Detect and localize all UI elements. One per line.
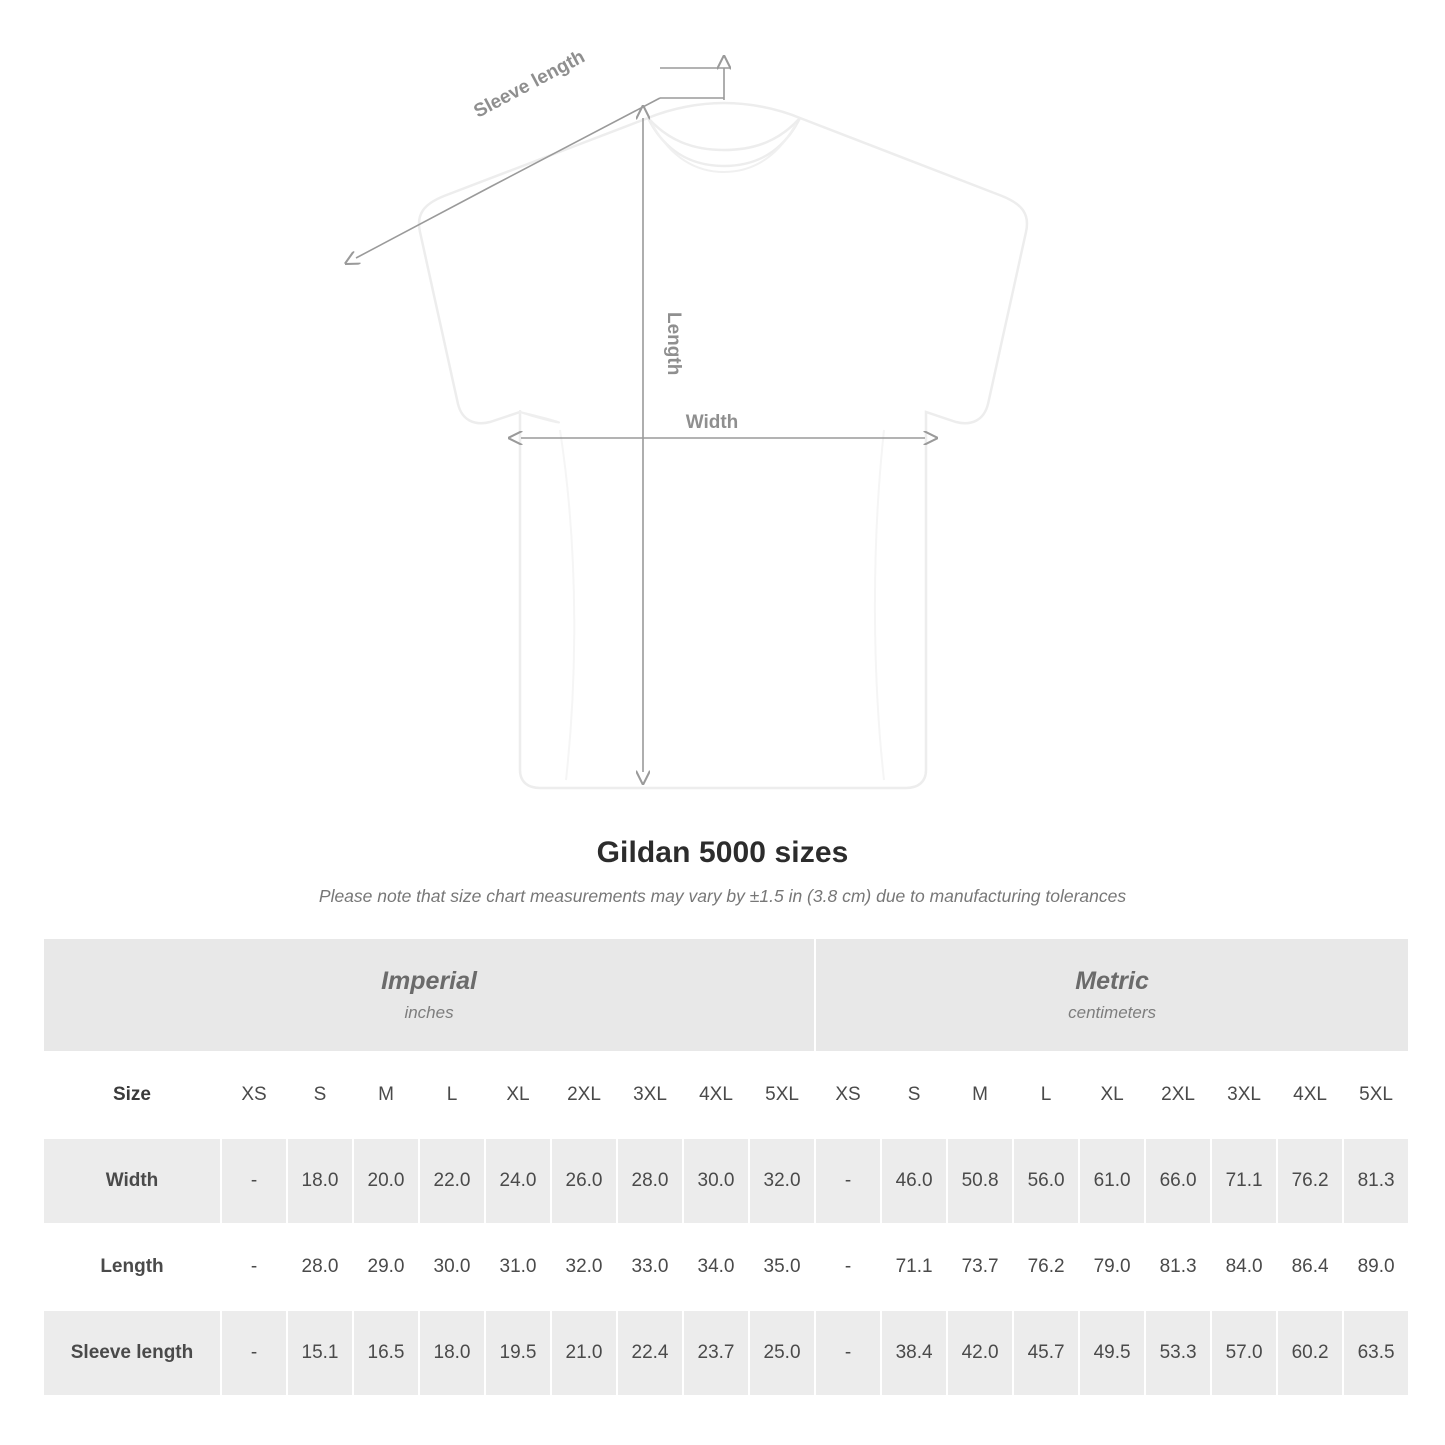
cell-sleeve-imperial-m: 16.5: [353, 1310, 419, 1396]
cell-width-imperial-l: 22.0: [419, 1138, 485, 1224]
size-header-label: Size: [43, 1052, 221, 1138]
cell-sleeve-imperial-4xl: 23.7: [683, 1310, 749, 1396]
cell-length-imperial-xs: -: [221, 1224, 287, 1310]
size-header-metric-s: S: [881, 1052, 947, 1138]
table-row: [43, 1138, 1409, 1224]
size-header-row: [43, 1052, 1409, 1138]
unit-group-metric: [815, 938, 1409, 1052]
cell-sleeve-imperial-2xl: 21.0: [551, 1310, 617, 1396]
size-header-imperial-m: M: [353, 1052, 419, 1138]
cell-width-imperial-3xl: 28.0: [617, 1138, 683, 1224]
size-table: [42, 937, 1410, 1397]
cell-width-metric-xl: 61.0: [1079, 1138, 1145, 1224]
size-header-metric-m: M: [947, 1052, 1013, 1138]
cell-sleeve-metric-5xl: 63.5: [1343, 1310, 1409, 1396]
unit-header-row: [43, 938, 1409, 1052]
size-header-metric-2xl: 2XL: [1145, 1052, 1211, 1138]
size-header-imperial-xl: XL: [485, 1052, 551, 1138]
tolerance-note: Please note that size chart measurements may vary by ±1.5 in (3.8 cm) due to manufacturing tolerances: [318, 886, 1127, 906]
cell-width-imperial-5xl: 32.0: [749, 1138, 815, 1224]
cell-length-metric-m: 73.7: [947, 1224, 1013, 1310]
cell-length-imperial-5xl: 35.0: [749, 1224, 815, 1310]
cell-length-metric-5xl: 89.0: [1343, 1224, 1409, 1310]
cell-sleeve-imperial-l: 18.0: [419, 1310, 485, 1396]
cell-width-metric-5xl: 81.3: [1343, 1138, 1409, 1224]
unit-group-imperial: [43, 938, 815, 1052]
cell-length-metric-4xl: 86.4: [1277, 1224, 1343, 1310]
size-header-metric-l: L: [1013, 1052, 1079, 1138]
cell-sleeve-metric-l: 45.7: [1013, 1310, 1079, 1396]
cell-width-imperial-xl: 24.0: [485, 1138, 551, 1224]
cell-length-imperial-2xl: 32.0: [551, 1224, 617, 1310]
cell-width-imperial-m: 20.0: [353, 1138, 419, 1224]
size-header-imperial-xs: XS: [221, 1052, 287, 1138]
size-table-wrapper: [42, 937, 1403, 1397]
size-header-metric-3xl: 3XL: [1211, 1052, 1277, 1138]
cell-width-imperial-s: 18.0: [287, 1138, 353, 1224]
size-header-imperial-5xl: 5XL: [749, 1052, 815, 1138]
cell-width-metric-s: 46.0: [881, 1138, 947, 1224]
cell-sleeve-imperial-xs: -: [221, 1310, 287, 1396]
unit-group-imperial-unit: inches: [404, 1002, 454, 1022]
cell-length-metric-s: 71.1: [881, 1224, 947, 1310]
cell-length-imperial-3xl: 33.0: [617, 1224, 683, 1310]
cell-length-imperial-m: 29.0: [353, 1224, 419, 1310]
title-block: [0, 836, 1445, 907]
table-row: [43, 1310, 1409, 1396]
cell-length-metric-l: 76.2: [1013, 1224, 1079, 1310]
size-header-metric-xs: XS: [815, 1052, 881, 1138]
unit-group-imperial-name: Imperial: [381, 967, 477, 996]
size-header-imperial-3xl: 3XL: [617, 1052, 683, 1138]
sleeve-length-label: Sleeve length: [470, 46, 589, 123]
unit-group-metric-unit: centimeters: [1068, 1002, 1156, 1022]
cell-sleeve-metric-xl: 49.5: [1079, 1310, 1145, 1396]
cell-sleeve-imperial-3xl: 22.4: [617, 1310, 683, 1396]
row-label-width: Width: [43, 1138, 221, 1224]
cell-sleeve-imperial-s: 15.1: [287, 1310, 353, 1396]
width-label: Width: [685, 412, 739, 433]
cell-length-imperial-s: 28.0: [287, 1224, 353, 1310]
cell-width-metric-xs: -: [815, 1138, 881, 1224]
cell-sleeve-metric-xs: -: [815, 1310, 881, 1396]
cell-sleeve-metric-m: 42.0: [947, 1310, 1013, 1396]
cell-sleeve-metric-3xl: 57.0: [1211, 1310, 1277, 1396]
cell-sleeve-metric-2xl: 53.3: [1145, 1310, 1211, 1396]
row-label-length: Length: [43, 1224, 221, 1310]
unit-group-metric-name: Metric: [1075, 967, 1149, 996]
size-header-metric-5xl: 5XL: [1343, 1052, 1409, 1138]
cell-width-imperial-xs: -: [221, 1138, 287, 1224]
cell-width-metric-3xl: 71.1: [1211, 1138, 1277, 1224]
cell-sleeve-metric-s: 38.4: [881, 1310, 947, 1396]
tshirt-shape: [419, 103, 1027, 788]
cell-length-metric-xl: 79.0: [1079, 1224, 1145, 1310]
cell-width-metric-4xl: 76.2: [1277, 1138, 1343, 1224]
cell-length-metric-xs: -: [815, 1224, 881, 1310]
cell-length-imperial-xl: 31.0: [485, 1224, 551, 1310]
cell-width-metric-m: 50.8: [947, 1138, 1013, 1224]
table-row: [43, 1224, 1409, 1310]
cell-sleeve-imperial-xl: 19.5: [485, 1310, 551, 1396]
size-header-metric-4xl: 4XL: [1277, 1052, 1343, 1138]
cell-width-imperial-2xl: 26.0: [551, 1138, 617, 1224]
cell-width-metric-l: 56.0: [1013, 1138, 1079, 1224]
row-label-sleeve-length: Sleeve length: [43, 1310, 221, 1396]
length-label: Length: [663, 312, 684, 376]
size-header-imperial-s: S: [287, 1052, 353, 1138]
size-header-metric-xl: XL: [1079, 1052, 1145, 1138]
cell-sleeve-metric-4xl: 60.2: [1277, 1310, 1343, 1396]
cell-length-imperial-4xl: 34.0: [683, 1224, 749, 1310]
cell-sleeve-imperial-5xl: 25.0: [749, 1310, 815, 1396]
page-title: Gildan 5000 sizes: [596, 836, 849, 869]
cell-length-metric-3xl: 84.0: [1211, 1224, 1277, 1310]
size-header-imperial-4xl: 4XL: [683, 1052, 749, 1138]
cell-width-metric-2xl: 66.0: [1145, 1138, 1211, 1224]
cell-length-imperial-l: 30.0: [419, 1224, 485, 1310]
size-header-imperial-l: L: [419, 1052, 485, 1138]
cell-width-imperial-4xl: 30.0: [683, 1138, 749, 1224]
cell-length-metric-2xl: 81.3: [1145, 1224, 1211, 1310]
size-header-imperial-2xl: 2XL: [551, 1052, 617, 1138]
